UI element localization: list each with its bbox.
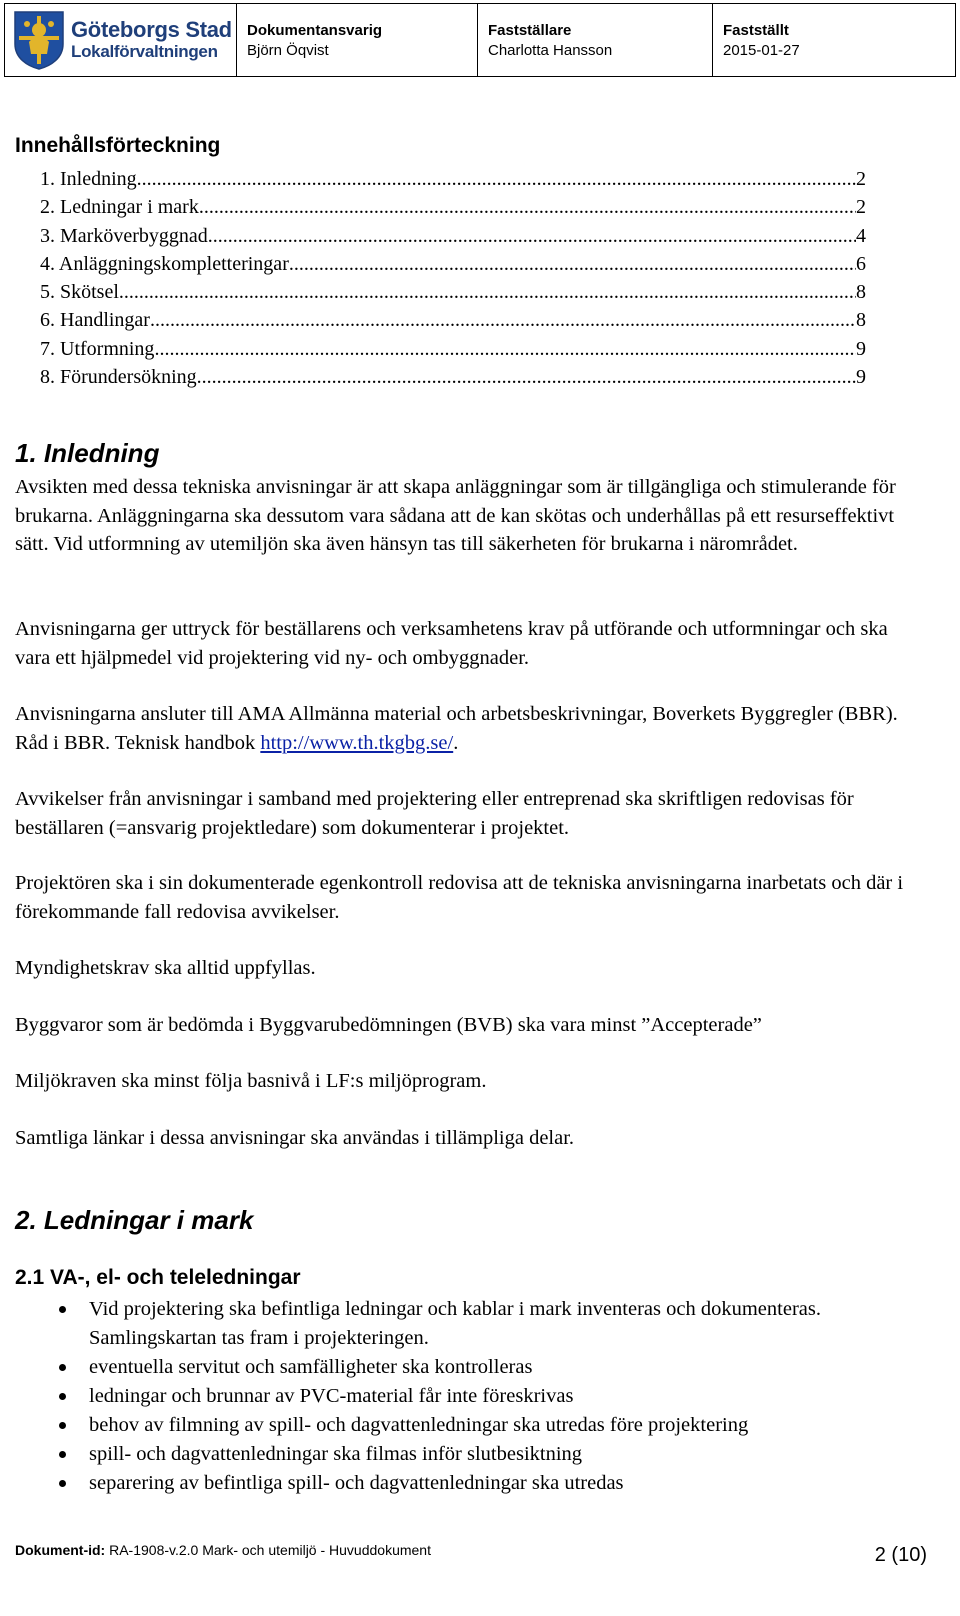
- toc-entry[interactable]: [40, 222, 866, 250]
- toc-entry-label: 5. Skötsel: [40, 281, 119, 304]
- toc-entry[interactable]: [40, 363, 866, 391]
- list-item: ledningar och brunnar av PVC-material får inte föreskrivas: [15, 1382, 915, 1411]
- document-header: [4, 3, 956, 77]
- table-of-contents: [40, 165, 866, 391]
- doc-id-value: RA-1908-v.2.0 Mark- och utemiljö - Huvuddokument: [105, 1542, 431, 1558]
- approved-date-cell: [713, 4, 955, 76]
- paragraph-purpose: Avsikten med dessa tekniska anvisningar är att skapa anläggningar som är tillgängliga och stimulerande för brukarna. Anläggningarna ska dessutom vara sådana att de kan skötas och underhållas på ett resurseffektivt sätt. Vid utformning av utemiljön ska även hänsyn tas till säkerheten för brukarna i närområdet.: [15, 476, 896, 556]
- page-number: 2 (10): [874, 1544, 927, 1566]
- toc-entry[interactable]: [40, 335, 866, 363]
- document-footer: [15, 1542, 431, 1558]
- list-item: separering av befintliga spill- och dagvattenledningar ska utredas: [15, 1469, 915, 1498]
- toc-entry-label: 7. Utformning: [40, 337, 155, 360]
- paragraph-instructions: Anvisningarna ger uttryck för beställarens och verksamhetens krav på utförande och utformningar och ska vara ett hjälpmedel vid projektering vid ny- och ombyggnader.: [15, 618, 888, 669]
- paragraph-environment: Miljökraven ska minst följa basnivå i LF:s miljöprogram.: [15, 1070, 487, 1092]
- toc-entry-label: 3. Marköverbyggnad: [40, 224, 208, 247]
- toc-entry[interactable]: [40, 250, 866, 278]
- toc-entry[interactable]: [40, 278, 866, 306]
- toc-entry-label: 1. Inledning: [40, 168, 137, 190]
- toc-entry-label: 2. Ledningar i mark: [40, 196, 199, 219]
- approver-cell: [478, 4, 713, 76]
- section-heading-inledning: 1. Inledning: [15, 438, 160, 468]
- toc-entry-page: 9: [856, 366, 866, 389]
- toc-entry-label: 4. Anläggningskompletteringar: [40, 252, 289, 275]
- doc-id-label: Dokument-id:: [15, 1542, 106, 1558]
- toc-entry-page: 8: [856, 281, 866, 304]
- toc-entry[interactable]: [40, 193, 866, 221]
- paragraph-self-check: Projektören ska i sin dokumenterade egenkontroll redovisa att de tekniska anvisningarna inarbetats och där i förekommande fall redovisa avvikelser.: [15, 872, 904, 923]
- approved-value: 2015-01-27: [723, 42, 800, 59]
- toc-title: Innehållsförteckning: [15, 134, 221, 157]
- paragraph-deviations: Avvikelser från anvisningar i samband med projektering eller entreprenad ska skriftligen redovisas för beställaren (=ansvarig projektledare) som dokumenterar i projektet.: [15, 788, 854, 839]
- toc-entry-page: 4: [856, 224, 866, 247]
- responsible-label: Dokumentansvarig: [247, 22, 383, 39]
- approver-label: Fastställare: [488, 22, 572, 39]
- toc-entry[interactable]: [40, 165, 866, 193]
- logo-block: [5, 4, 237, 76]
- toc-entry-page: 8: [856, 309, 866, 332]
- approved-label: Fastställt: [723, 22, 789, 39]
- paragraph-references: Anvisningarna ansluter till AMA Allmänna material och arbetsbeskrivningar, Boverkets Byggregler (BBR). Råd i BBR. Teknisk handbok http://www.th.tkgbg.se/.: [15, 703, 898, 754]
- toc-entry[interactable]: [40, 306, 866, 334]
- subsection-heading: 2.1 VA-, el- och teleledningar: [15, 1266, 301, 1289]
- list-item: spill- och dagvattenledningar ska filmas inför slutbesiktning: [15, 1440, 915, 1469]
- responsible-value: Björn Öqvist: [247, 42, 329, 59]
- requirements-list: [15, 1295, 915, 1498]
- logo-department: Lokalförvaltningen: [71, 42, 218, 61]
- toc-entry-page: 9: [856, 337, 866, 360]
- toc-entry-label: 8. Förundersökning: [40, 366, 197, 389]
- section-heading-ledningar: 2. Ledningar i mark: [15, 1205, 254, 1235]
- handbook-link[interactable]: http://www.th.tkgbg.se/: [260, 731, 454, 754]
- paragraph-links: Samtliga länkar i dessa anvisningar ska användas i tillämpliga delar.: [15, 1127, 575, 1149]
- list-item: eventuella servitut och samfälligheter ska kontrolleras: [15, 1353, 915, 1382]
- toc-entry-label: 6. Handlingar: [40, 309, 150, 332]
- list-item: Vid projektering ska befintliga ledningar och kablar i mark inventeras och dokumenteras. Samlingskartan tas fram i projekteringen.: [15, 1295, 915, 1353]
- approver-value: Charlotta Hansson: [488, 42, 613, 59]
- paragraph-authority: Myndighetskrav ska alltid uppfyllas.: [15, 957, 316, 979]
- toc-entry-page: 2: [856, 196, 866, 219]
- logo-city: Göteborgs Stad: [71, 17, 232, 42]
- city-coat-of-arms-icon: [13, 10, 65, 70]
- toc-entry-page: 6: [856, 252, 866, 275]
- list-item: behov av filmning av spill- och dagvattenledningar ska utredas före projektering: [15, 1411, 915, 1440]
- paragraph-bvb: Byggvaror som är bedömda i Byggvarubedömningen (BVB) ska vara minst ”Accepterade”: [15, 1014, 762, 1036]
- responsible-cell: [237, 4, 478, 76]
- toc-entry-page: 2: [856, 168, 866, 190]
